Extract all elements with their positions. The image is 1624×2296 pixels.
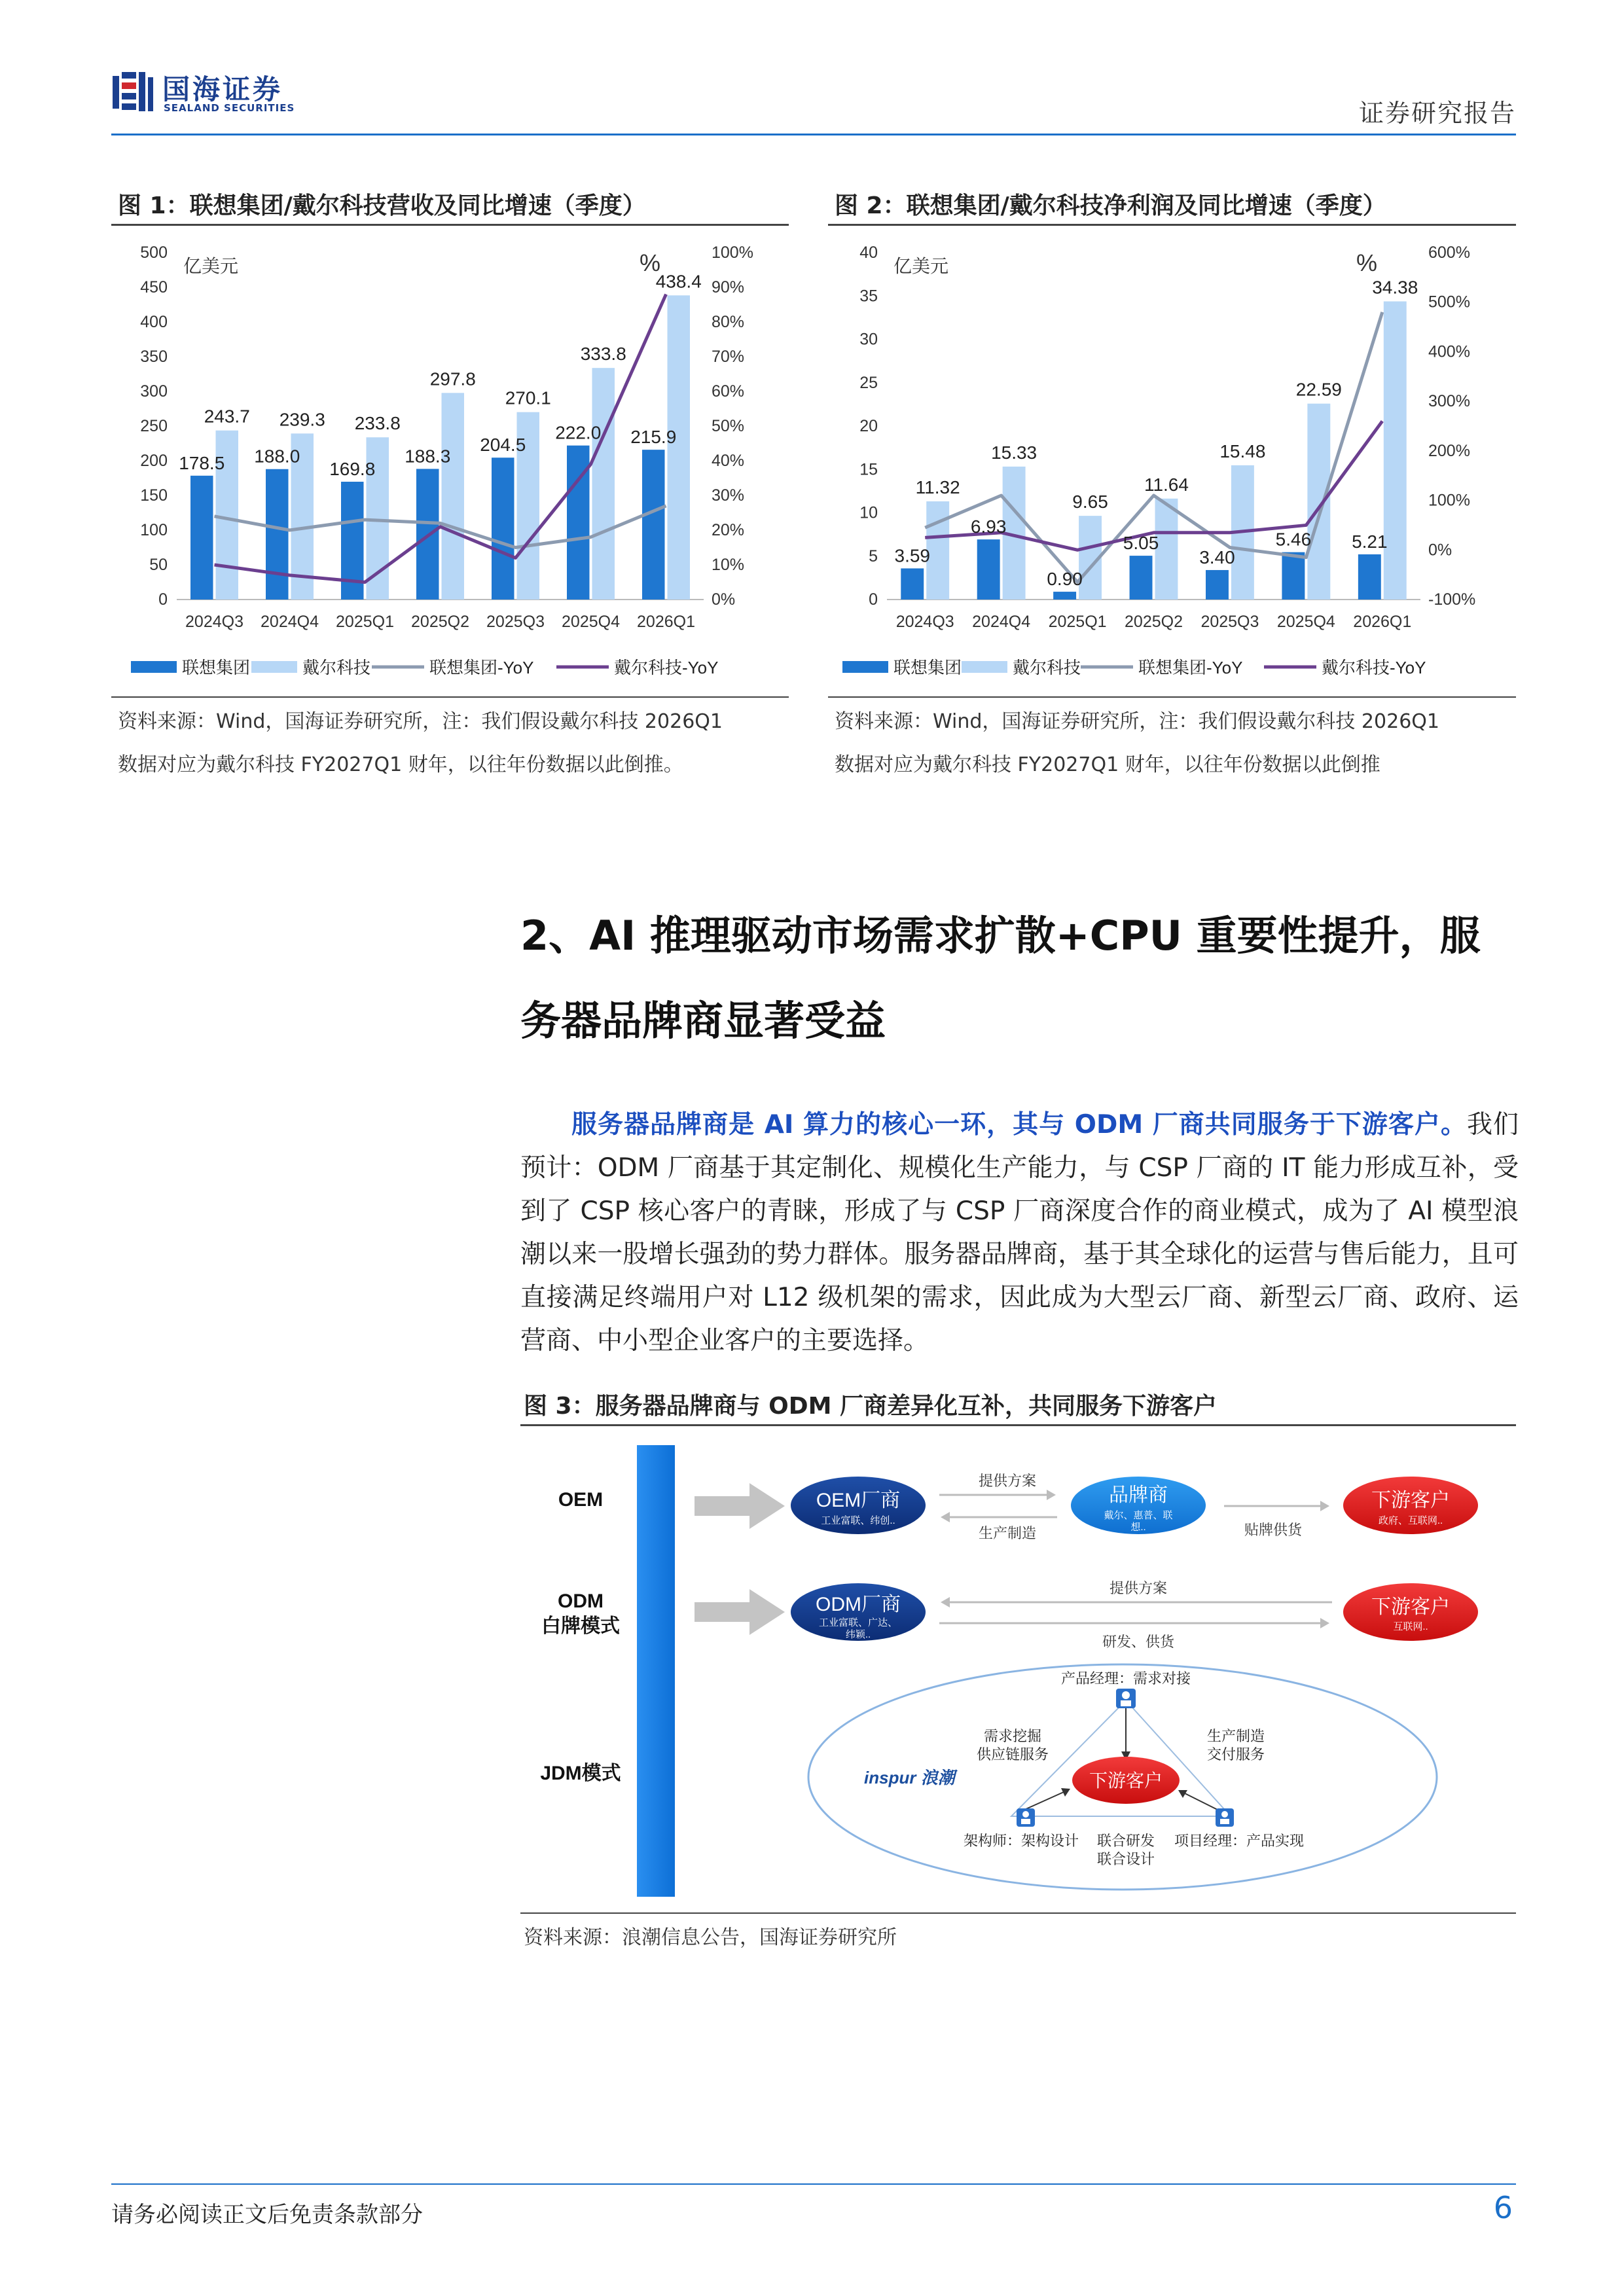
jdm-architect-label: 架构师：架构设计 <box>963 1833 1079 1849</box>
inspur-logo: inspur 浪潮 <box>864 1768 955 1787</box>
x-tick-label: 2024Q4 <box>261 613 319 631</box>
legend-label: 戴尔科技-YoY <box>1322 658 1426 677</box>
y-tick-label: 15 <box>859 460 878 479</box>
oem-row-arrow <box>695 1483 785 1529</box>
data-label-dell: 9.65 <box>1072 492 1108 512</box>
jdm-joint-label-2: 联合设计 <box>1096 1851 1155 1867</box>
y-tick-label: 35 <box>859 287 878 306</box>
oem-maker-examples: 工业富联、纬创.. <box>821 1515 895 1526</box>
x-tick-label: 2025Q2 <box>411 613 469 631</box>
figure2-source-line2: 数据对应为戴尔科技 FY2027Q1 财年，以往年份数据以此倒推 <box>835 753 1380 776</box>
y2-tick-label: 20% <box>712 521 745 539</box>
jdm-left-label-1: 需求挖掘 <box>983 1728 1042 1744</box>
oem-maker-title: OEM厂商 <box>816 1490 901 1511</box>
label-manufacture: 生产制造 <box>978 1525 1037 1541</box>
legend-label: 戴尔科技-YoY <box>614 658 719 677</box>
legend-label: 联想集团-YoY <box>429 658 534 677</box>
y2-tick-label: 200% <box>1428 441 1470 460</box>
y2-tick-label: 10% <box>712 556 745 574</box>
logo-chinese-name: 国海证券 <box>162 73 283 105</box>
bar-dell <box>668 295 691 600</box>
legend-label: 戴尔科技 <box>1013 658 1081 677</box>
y2-tick-label: -100% <box>1428 590 1476 609</box>
y2-tick-label: 600% <box>1428 243 1470 262</box>
x-tick-label: 2025Q3 <box>1200 613 1259 631</box>
figure3-title: 图 3：服务器品牌商与 ODM 厂商差异化互补，共同服务下游客户 <box>524 1393 1217 1420</box>
y-tick-label: 10 <box>859 503 878 522</box>
x-tick-label: 2026Q1 <box>1353 613 1412 631</box>
brand-examples-2: 想.. <box>1130 1522 1146 1533</box>
jdm-joint-label-1: 联合研发 <box>1096 1833 1155 1849</box>
y2-tick-label: 0% <box>1428 541 1453 560</box>
row-label-whitebox: 白牌模式 <box>541 1615 620 1637</box>
label-brand-supply: 贴牌供货 <box>1244 1522 1303 1538</box>
figure1-bottom-rule <box>111 696 789 698</box>
y-tick-label: 40 <box>859 243 878 262</box>
figure2-title: 图 2：联想集团/戴尔科技净利润及同比增速（季度） <box>835 192 1386 219</box>
paragraph-body: 我们预计：ODM 厂商基于其定制化、规模化生产能力，与 CSP 厂商的 IT 能力形成互补，受到了 CSP 核心客户的青睐，形成了与 CSP 厂商深度合作的商业模式，成为了 AI 模型浪潮以来一股增长强劲的势力群体。服务器品牌商，基于其全球化的运营与售后能力，且可直接满足终端用户对 L12 级机架的需求，因此成为大型云厂商、新型云厂商、政府、运营商、中小型企业客户的主要选择。 <box>520 1110 1519 1355</box>
bar-dell <box>592 368 615 600</box>
y-tick-label: 450 <box>140 278 168 296</box>
section-paragraph <box>520 1103 1519 1363</box>
data-label-dell: 15.48 <box>1219 440 1266 461</box>
logo-english-name: SEALAND SECURITIES <box>164 102 295 114</box>
jdm-right-label-1: 生产制造 <box>1206 1728 1265 1744</box>
figure1-title-rule <box>111 224 789 226</box>
data-label-lenovo: 3.59 <box>894 545 930 566</box>
data-label-dell: 11.64 <box>1144 474 1189 495</box>
section-heading-line2: 务器品牌商显著受益 <box>520 997 886 1045</box>
x-tick-label: 2025Q2 <box>1125 613 1183 631</box>
bar-dell <box>1307 404 1330 600</box>
bar-lenovo <box>190 476 213 600</box>
y-tick-label: 25 <box>859 373 878 392</box>
y2-tick-label: 40% <box>712 452 745 470</box>
jdm-product-manager-label: 产品经理：需求对接 <box>1060 1670 1191 1687</box>
y-tick-label: 0 <box>869 590 878 609</box>
data-label-dell: 333.8 <box>580 344 626 365</box>
section-heading-line1: 2、AI 推理驱动市场需求扩散+CPU 重要性提升，服 <box>520 912 1481 960</box>
data-label-lenovo: 178.5 <box>179 452 225 473</box>
odm-flow-arrows <box>939 1597 1332 1628</box>
data-label-lenovo: 0.90 <box>1047 569 1083 590</box>
y-tick-label: 500 <box>140 243 168 262</box>
figure1-source-line2: 数据对应为戴尔科技 FY2027Q1 财年，以往年份数据以此倒推。 <box>118 753 683 776</box>
bar-dell <box>442 393 465 600</box>
figure3-title-rule <box>520 1424 1516 1426</box>
jdm-project-label: 项目经理：产品实现 <box>1174 1833 1305 1849</box>
downstream-oem-examples: 政府、互联网.. <box>1378 1515 1443 1526</box>
figure3-diagram <box>520 1427 1516 1911</box>
data-label-dell: 438.4 <box>655 271 702 292</box>
row-arrows <box>695 1483 785 1635</box>
figure1-chart <box>111 229 789 694</box>
data-label-dell: 22.59 <box>1295 379 1342 400</box>
legend-swatch-bar <box>251 661 297 673</box>
data-label-lenovo: 204.5 <box>480 435 526 456</box>
y2-tick-label: 60% <box>712 382 745 401</box>
y2-tick-label: 90% <box>712 278 745 296</box>
y2-tick-label: 70% <box>712 348 745 366</box>
legend-label: 联想集团 <box>893 658 962 677</box>
product-manager-icon <box>1116 1689 1136 1708</box>
architect-icon <box>1017 1808 1035 1827</box>
data-label-dell: 239.3 <box>279 409 325 430</box>
legend-swatch-bar <box>962 661 1007 673</box>
vertical-category-bar <box>637 1445 675 1897</box>
data-label-dell: 233.8 <box>354 413 401 434</box>
odm-maker-title: ODM厂商 <box>816 1594 901 1615</box>
row-label-odm: ODM <box>558 1590 604 1612</box>
data-label-lenovo: 215.9 <box>630 427 677 448</box>
y2-tick-label: 300% <box>1428 392 1470 411</box>
figure3-bottom-rule <box>520 1912 1516 1914</box>
data-label-lenovo: 222.0 <box>555 422 602 443</box>
bar-lenovo <box>1358 554 1381 600</box>
legend-label: 戴尔科技 <box>302 658 371 677</box>
header-divider <box>111 134 1516 135</box>
downstream-oem-title: 下游客户 <box>1371 1490 1450 1511</box>
bar-lenovo <box>266 469 289 600</box>
label-rnd-supply: 研发、供货 <box>1102 1634 1175 1650</box>
y2-tick-label: 100% <box>712 243 753 262</box>
data-label-lenovo: 6.93 <box>970 516 1007 537</box>
bar-lenovo <box>1130 556 1153 600</box>
x-tick-label: 2026Q1 <box>637 613 695 631</box>
paragraph-lead-sentence: 服务器品牌商是 AI 算力的核心一环，其与 ODM 厂商共同服务于下游客户。 <box>571 1110 1467 1139</box>
jdm-downstream-title: 下游客户 <box>1089 1770 1163 1791</box>
y-tick-label: 300 <box>140 382 168 401</box>
data-label-lenovo: 188.0 <box>254 446 300 467</box>
odm-maker-examples-1: 工业富联、广达、 <box>818 1617 898 1628</box>
y-tick-label: 5 <box>869 547 878 565</box>
y-tick-label: 50 <box>149 556 168 574</box>
y2-tick-label: 400% <box>1428 342 1470 361</box>
figure2-source-line1: 资料来源：Wind，国海证券研究所，注：我们假设戴尔科技 2026Q1 <box>835 710 1439 733</box>
bar-lenovo <box>901 568 924 600</box>
x-tick-label: 2025Q3 <box>486 613 545 631</box>
legend-label: 联想集团 <box>182 658 251 677</box>
figure2-bottom-rule <box>828 696 1516 698</box>
y2-tick-label: 500% <box>1428 293 1470 312</box>
y-tick-label: 100 <box>140 521 168 539</box>
data-label-lenovo: 5.46 <box>1275 529 1312 550</box>
bar-lenovo <box>1206 570 1229 600</box>
y2-tick-label: 50% <box>712 417 745 435</box>
figure1-title: 图 1：联想集团/戴尔科技营收及同比增速（季度） <box>118 192 646 219</box>
y-tick-label: 0 <box>158 590 168 609</box>
x-tick-label: 2025Q1 <box>1048 613 1107 631</box>
left-unit-label: 亿美元 <box>893 256 949 276</box>
legend-swatch-bar <box>842 661 888 673</box>
data-label-dell: 297.8 <box>429 368 476 389</box>
data-label-lenovo: 188.3 <box>405 446 451 467</box>
bar-lenovo <box>1053 592 1076 600</box>
y2-tick-label: 0% <box>712 590 736 609</box>
x-tick-label: 2024Q3 <box>895 613 954 631</box>
y-tick-label: 20 <box>859 417 878 435</box>
legend-swatch-bar <box>131 661 177 673</box>
downstream-odm-title: 下游客户 <box>1371 1596 1450 1618</box>
figure1-source-line1: 资料来源：Wind，国海证券研究所，注：我们假设戴尔科技 2026Q1 <box>118 710 723 733</box>
sealand-logo-icon <box>111 71 154 114</box>
data-label-lenovo: 5.21 <box>1352 531 1388 552</box>
figure2-chart <box>828 229 1516 694</box>
data-label-dell: 34.38 <box>1372 277 1418 298</box>
data-label-dell: 11.32 <box>915 477 960 498</box>
company-logo <box>111 67 308 120</box>
brand-examples-1: 戴尔、惠普、联 <box>1104 1510 1173 1521</box>
x-tick-label: 2025Q1 <box>336 613 394 631</box>
data-label-lenovo: 5.05 <box>1123 533 1159 554</box>
right-unit-label: % <box>1356 249 1378 276</box>
data-label-lenovo: 3.40 <box>1199 547 1235 567</box>
y2-tick-label: 30% <box>712 486 745 505</box>
project-manager-icon <box>1216 1808 1234 1827</box>
bar-lenovo <box>642 450 665 600</box>
x-tick-label: 2024Q4 <box>972 613 1031 631</box>
data-label-lenovo: 169.8 <box>329 459 376 480</box>
bar-lenovo <box>1282 552 1305 600</box>
left-unit-label: 亿美元 <box>183 256 239 276</box>
right-unit-label: % <box>639 249 661 276</box>
data-label-dell: 15.33 <box>991 442 1038 463</box>
row-label-oem: OEM <box>558 1489 604 1511</box>
data-label-dell: 270.1 <box>505 387 551 408</box>
bar-lenovo <box>492 457 514 600</box>
y-tick-label: 400 <box>140 313 168 331</box>
y-tick-label: 350 <box>140 348 168 366</box>
x-tick-label: 2025Q4 <box>1276 613 1335 631</box>
footer-disclaimer: 请务必阅读正文后免责条款部分 <box>111 2202 423 2228</box>
x-tick-label: 2025Q4 <box>562 613 620 631</box>
bar-dell <box>1384 301 1407 600</box>
y-tick-label: 200 <box>140 452 168 470</box>
odm-row-arrow <box>695 1589 785 1635</box>
downstream-odm-examples: 互联网.. <box>1393 1621 1428 1632</box>
jdm-left-label-2: 供应链服务 <box>976 1746 1049 1763</box>
data-label-dell: 243.7 <box>204 406 250 427</box>
y-tick-label: 30 <box>859 330 878 349</box>
odm-maker-examples-2: 纬颖.. <box>845 1629 871 1640</box>
figure2-title-rule <box>828 224 1516 226</box>
x-tick-label: 2024Q3 <box>185 613 244 631</box>
figure3-source: 资料来源：浪潮信息公告，国海证券研究所 <box>524 1926 897 1949</box>
legend-label: 联想集团-YoY <box>1138 658 1243 677</box>
bar-lenovo <box>977 539 1000 600</box>
y2-tick-label: 80% <box>712 313 745 331</box>
y-tick-label: 150 <box>140 486 168 505</box>
footer-divider <box>111 2183 1516 2185</box>
row-label-jdm: JDM模式 <box>540 1763 621 1784</box>
y2-tick-label: 100% <box>1428 491 1470 510</box>
jdm-right-label-2: 交付服务 <box>1206 1746 1265 1763</box>
page-number: 6 <box>1493 2190 1513 2225</box>
label-odm-provide-solution: 提供方案 <box>1109 1580 1168 1596</box>
label-provide-solution: 提供方案 <box>978 1473 1037 1489</box>
brand-title: 品牌商 <box>1109 1484 1168 1506</box>
report-type-label: 证券研究报告 <box>1358 99 1516 128</box>
y-tick-label: 250 <box>140 417 168 435</box>
